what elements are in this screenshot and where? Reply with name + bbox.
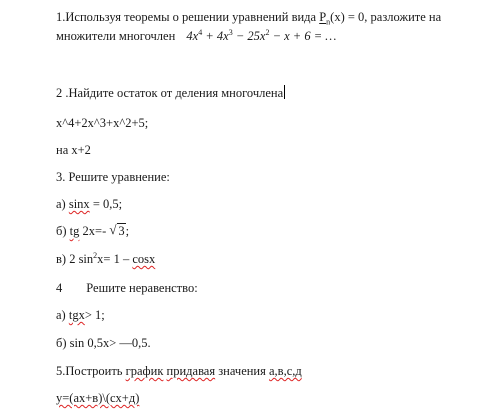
task4-item-b: б) sin 0,5x> —0,5. bbox=[56, 336, 151, 350]
task1-line1 bbox=[56, 9, 441, 25]
task4-title bbox=[56, 280, 198, 296]
task5-params: a,в,с,д bbox=[269, 364, 302, 378]
task4-number: 4 bbox=[56, 281, 63, 295]
task5-formula-text: y=(ax+в)\(cx+д) bbox=[56, 391, 140, 405]
task1-pn-rest: (x) = 0, разложите на bbox=[330, 10, 442, 24]
task1-line2 bbox=[56, 28, 336, 44]
task2-title-text: 2 .Найдите остаток от деления многочлена bbox=[56, 86, 284, 100]
task2-polynomial: x^4+2x^3+x^2+5; bbox=[56, 116, 149, 130]
task4-a-func: tgx bbox=[68, 308, 85, 322]
task5-formula bbox=[56, 390, 139, 406]
task1-pn: $P_n$ bbox=[319, 10, 331, 27]
task1-line2-text: множители многочлен bbox=[56, 29, 176, 43]
task3-c-func: cosx bbox=[132, 252, 156, 266]
task4-title-text: Решите неравенство: bbox=[86, 281, 198, 295]
task1-prefix: 1.Используя теоремы о решении уравнений вида bbox=[56, 10, 320, 24]
task5-word-pridavaya: придавая bbox=[166, 364, 216, 378]
task3-item-a: а) sinx = 0,5; bbox=[56, 197, 123, 211]
text-cursor bbox=[284, 85, 285, 99]
task3-item-b: б) tg 2x=- √ 3; bbox=[56, 223, 129, 239]
task4-item-a: а) tgx> 1; bbox=[56, 308, 105, 322]
task5-title: 5.Построить график придавая значения a,в,с,д bbox=[56, 364, 302, 378]
task2-divisor: на x+2 bbox=[56, 143, 91, 157]
task1-polynomial-formula: $4x^4 + 4x^3 - 25x^2 - x + 6$ = … bbox=[186, 27, 337, 43]
task3-item-c: в) 2 $\sin^2x= 1 - \cos x$ bbox=[56, 250, 156, 266]
task3-b-func: tg bbox=[69, 224, 80, 238]
sqrt-symbol: √ 3 bbox=[109, 223, 125, 239]
task2-title bbox=[56, 85, 285, 101]
task3-title: 3. Решите уравнение: bbox=[56, 170, 170, 184]
task3-a-func: sinx bbox=[68, 197, 90, 211]
task5-word-grafik: график bbox=[125, 364, 164, 378]
